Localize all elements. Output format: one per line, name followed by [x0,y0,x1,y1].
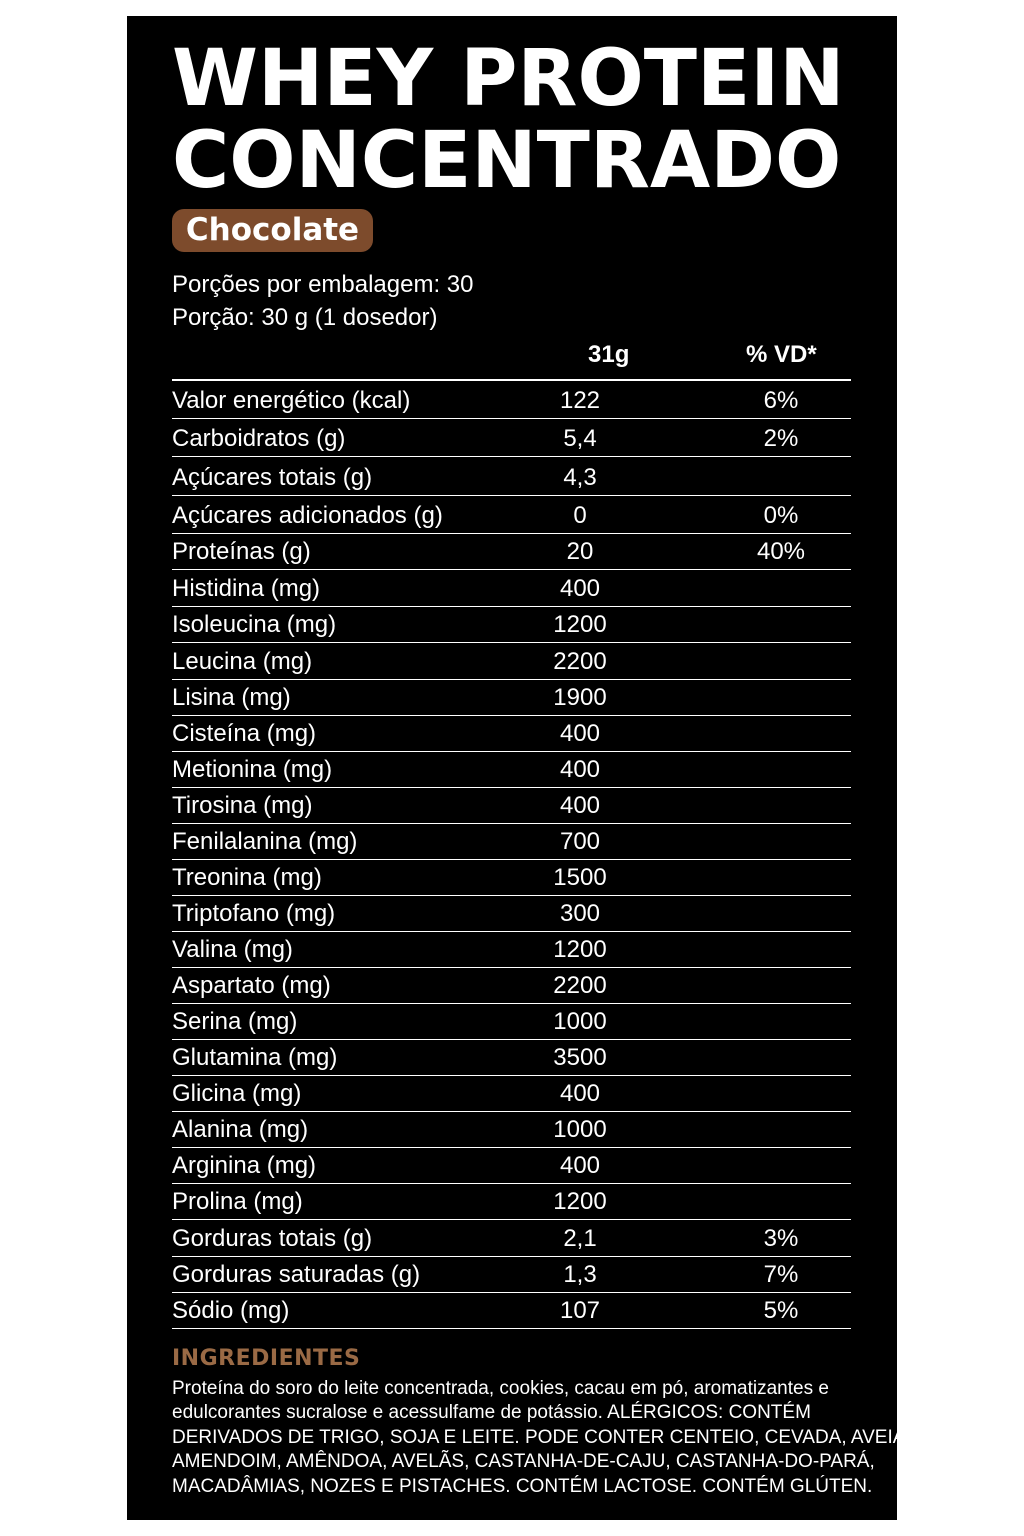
nutrient-amount: 1500 [553,864,607,891]
nutrition-row [172,1040,851,1076]
nutrient-name: Glicina (mg) [172,1080,302,1107]
nutrition-row [172,716,851,752]
nutrient-amount: 1000 [553,1116,607,1143]
nutrient-amount: 1200 [553,936,607,963]
nutrient-name: Cisteína (mg) [172,720,317,747]
flavor-badge: Chocolate [172,209,373,252]
nutrient-name: Gorduras totais (g) [172,1225,373,1252]
nutrient-name: Isoleucina (mg) [172,611,337,638]
nutrition-row [172,1076,851,1112]
nutrient-name: Glutamina (mg) [172,1044,338,1071]
nutrient-amount: 5,4 [563,425,597,452]
nutrient-amount: 700 [559,828,601,855]
nutrient-name: Valor energético (kcal) [172,387,411,414]
nutrient-amount: 400 [559,1080,601,1107]
nutrition-row [172,643,851,680]
nutrient-name: Tirosina (mg) [172,792,313,819]
nutrition-row [172,824,851,860]
nutrition-row [172,534,851,570]
nutrition-row [172,1293,851,1329]
nutrition-row [172,607,851,643]
ingredients-line: DERIVADOS DE TRIGO, SOJA E LEITE. PODE CONTER CENTEIO, CEVADA, AVEIA, [172,1426,911,1448]
nutrient-amount: 1900 [553,684,607,711]
nutrient-daily-value: 5% [763,1297,799,1324]
nutrition-row [172,496,851,534]
nutrient-name: Carboidratos (g) [172,425,346,452]
nutrient-amount: 0 [573,502,587,529]
nutrition-row [172,932,851,968]
nutrition-row [172,1112,851,1148]
ingredients-text [172,1377,911,1499]
nutrition-row [172,896,851,932]
nutrient-amount: 122 [559,387,601,414]
nutrient-daily-value: 0% [763,502,799,529]
nutrient-name: Fenilalanina (mg) [172,828,358,855]
column-header-amount: 31g [588,341,630,368]
nutrient-amount: 400 [559,575,601,602]
nutrient-name: Treonina (mg) [172,864,322,891]
nutrient-amount: 400 [559,792,601,819]
nutrition-row [172,788,851,824]
nutrient-name: Açúcares adicionados (g) [172,502,443,529]
nutrient-amount: 300 [559,900,601,927]
nutrition-row [172,1257,851,1293]
nutrient-amount: 1200 [553,611,607,638]
nutrient-amount: 2200 [553,972,607,999]
nutrient-amount: 1,3 [563,1261,597,1288]
nutrition-row [172,419,851,457]
nutrition-row [172,968,851,1004]
nutrient-daily-value: 7% [763,1261,799,1288]
nutrition-row [172,1220,851,1257]
nutrient-amount: 400 [559,720,601,747]
nutrient-amount: 400 [559,1152,601,1179]
nutrient-name: Proteínas (g) [172,538,311,565]
nutrient-name: Prolina (mg) [172,1188,303,1215]
nutrient-amount: 3500 [553,1044,607,1071]
nutrient-amount: 2,1 [563,1225,597,1252]
nutrient-daily-value: 2% [763,425,799,452]
nutrition-row [172,860,851,896]
ingredients-line: MACADÂMIAS, NOZES E PISTACHES. CONTÉM LACTOSE. CONTÉM GLÚTEN. [172,1475,873,1497]
nutrition-row [172,680,851,716]
nutrient-name: Alanina (mg) [172,1116,309,1143]
nutrient-amount: 4,3 [563,464,597,491]
nutrition-table [172,381,851,1329]
ingredients-line: edulcorantes sucralose e acessulfame de potássio. ALÉRGICOS: CONTÉM [172,1402,811,1424]
servings-per-package: Porções por embalagem: 30 [172,271,474,298]
nutrient-name: Metionina (mg) [172,756,333,783]
nutrition-row [172,1004,851,1040]
nutrition-row [172,1148,851,1184]
serving-size: Porção: 30 g (1 dosedor) [172,304,438,331]
nutrient-name: Gorduras saturadas (g) [172,1261,421,1288]
nutrient-name: Sódio (mg) [172,1297,290,1324]
nutrient-daily-value: 6% [763,387,799,414]
nutrition-row [172,570,851,607]
nutrient-name: Valina (mg) [172,936,293,963]
nutrient-name: Arginina (mg) [172,1152,317,1179]
nutrient-amount: 1200 [553,1188,607,1215]
nutrient-daily-value: 3% [763,1225,799,1252]
product-title-line-2: CONCENTRADO [172,116,842,206]
product-title [172,34,845,206]
nutrient-name: Aspartato (mg) [172,972,331,999]
nutrient-name: Serina (mg) [172,1008,298,1035]
nutrient-name: Lisina (mg) [172,684,291,711]
nutrition-row [172,381,851,419]
nutrient-amount: 107 [559,1297,601,1324]
nutrition-row [172,752,851,788]
column-header-daily-value: % VD* [746,341,817,368]
nutrition-row [172,457,851,496]
nutrient-name: Triptofano (mg) [172,900,336,927]
product-title-line-1: WHEY PROTEIN [172,34,845,124]
nutrient-name: Leucina (mg) [172,648,313,675]
nutrient-daily-value: 40% [756,538,806,565]
nutrient-amount: 400 [559,756,601,783]
nutrition-row [172,1184,851,1220]
nutrient-amount: 20 [566,538,594,565]
ingredients-heading: INGREDIENTES [172,1346,361,1371]
ingredients-line: Proteína do soro do leite concentrada, cookies, cacau em pó, aromatizantes e [172,1378,829,1399]
ingredients-line: AMENDOIM, AMÊNDOA, AVELÃS, CASTANHA-DE-CAJU, CASTANHA-DO-PARÁ, [172,1451,875,1473]
nutrient-amount: 1000 [553,1008,607,1035]
nutrient-amount: 2200 [553,648,607,675]
nutrient-name: Açúcares totais (g) [172,464,373,491]
nutrient-name: Histidina (mg) [172,575,321,602]
